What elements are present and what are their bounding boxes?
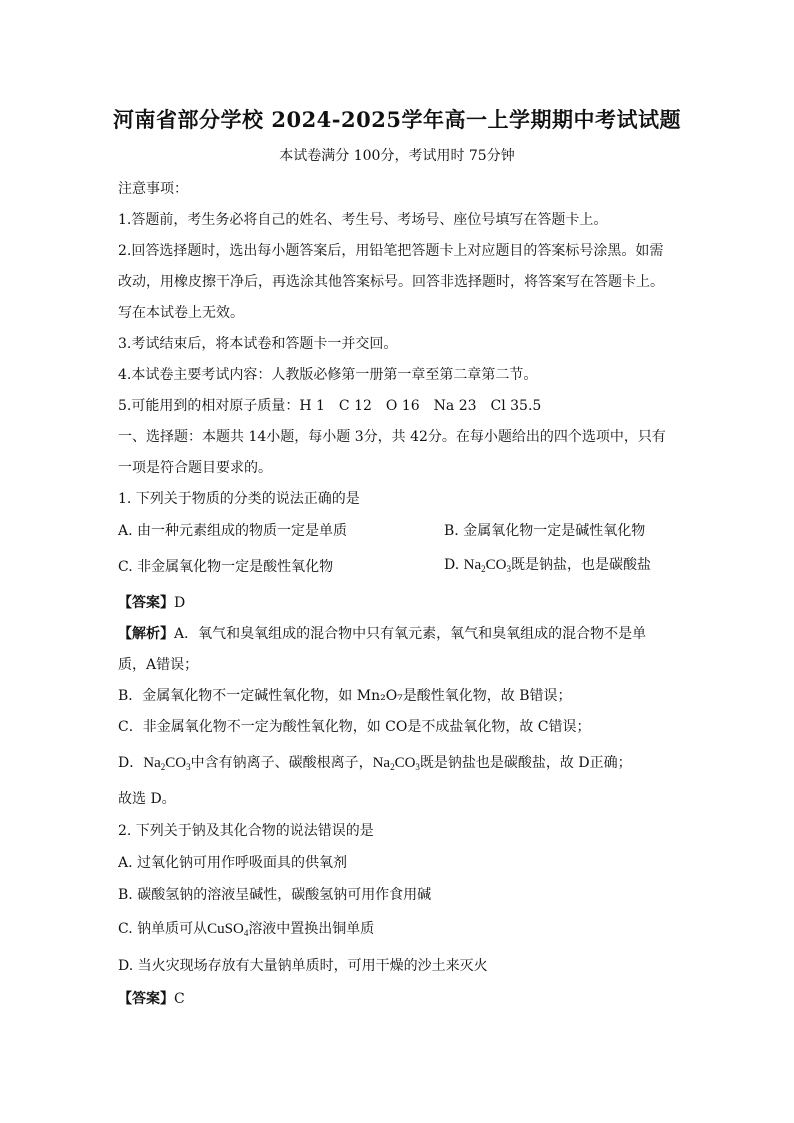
analysis-d-middle: 中含有钠离子、碳酸根离子，: [190, 755, 373, 771]
formula-subscript: 3: [415, 762, 420, 772]
formula-subscript: 3: [506, 564, 511, 574]
q1-option-d: [444, 554, 651, 574]
q2-option-d: D. 当火灾现场存放有大量钠单质时，可用干燥的沙土来灭火: [118, 958, 488, 974]
note-item-2-line-3: 写在本试卷上无效。: [118, 305, 244, 321]
q2-option-c-prefix: C. 钠单质可从: [118, 921, 208, 937]
q1-option-b: B. 金属氧化物一定是碱性氧化物: [444, 523, 646, 539]
formula-cuso4: [207, 921, 248, 937]
formula-subscript: 2: [160, 762, 166, 772]
q1-option-d-label: D.: [444, 557, 460, 573]
q2-option-a: A. 过氧化钠可用作呼吸面具的供氧剂: [118, 855, 348, 871]
answer-value: D: [174, 595, 186, 611]
analysis-d-end: 既是钠盐也是碳酸盐，故 D正确；: [419, 755, 632, 771]
q1-analysis-line-2: 质，A错误；: [118, 657, 199, 673]
q2-option-b: B. 碳酸氢钠的溶液呈碱性，碳酸氢钠可用作食用碱: [118, 887, 432, 903]
page-title: 河南省部分学校 2024-2025学年高一上学期期中考试试题: [113, 107, 681, 132]
formula-na2co3: [143, 755, 190, 771]
analysis-text: A．氧气和臭氧组成的混合物中只有氧元素，氧气和臭氧组成的混合物不是单: [174, 626, 647, 642]
note-item-3: 3.考试结束后，将本试卷和答题卡一并交回。: [118, 336, 398, 352]
answer-value: C: [174, 991, 185, 1007]
note-item-4: 4.本试卷主要考试内容：人教版必修第一册第一章至第二章第二节。: [118, 367, 538, 383]
q1-answer: [118, 592, 185, 612]
q1-analysis-d: [118, 752, 632, 772]
formula-subscript: 3: [186, 762, 191, 772]
q1-stem: 1. 下列关于物质的分类的说法正确的是: [118, 491, 360, 507]
note-item-1: 1.答题前，考生务必将自己的姓名、考生号、考场号、座位号填写在答题卡上。: [118, 212, 608, 228]
q1-conclusion: 故选 D。: [118, 791, 176, 807]
formula-part: Na: [463, 557, 482, 573]
formula-part: CO: [485, 557, 507, 573]
formula-subscript: 2: [390, 762, 395, 772]
q2-answer: [118, 988, 185, 1008]
note-item-2-line-2: 改动，用橡皮擦干净后，再选涂其他答案标号。回答非选择题时，将答案写在答题卡上。: [118, 274, 664, 290]
formula-part: Na: [372, 755, 391, 771]
note-item-5: 5.可能用到的相对原子质量：H 1 C 12 O 16 Na 23 Cl 35.5: [118, 398, 542, 414]
section-heading-line-2: 一项是符合题目要求的。: [118, 460, 272, 476]
section-heading-line-1: 一、选择题：本题共 14小题，每小题 3分，共 42分。在每小题给出的四个选项中，只有: [118, 429, 666, 445]
analysis-d-prefix: D．: [118, 755, 144, 771]
q1-analysis-b: B．金属氧化物不一定碱性氧化物，如 Mn₂O₇是酸性氧化物，故 B错误；: [118, 688, 572, 704]
formula-subscript: 2: [481, 564, 486, 574]
q2-option-c-suffix: 溶液中置换出铜单质: [248, 921, 375, 937]
formula-subscript: 4: [243, 928, 249, 938]
q1-option-a: A. 由一种元素组成的物质一定是单质: [118, 523, 348, 539]
formula-part: CO: [394, 755, 416, 771]
formula-part: CO: [165, 755, 187, 771]
formula-na2co3: [373, 755, 420, 771]
q1-analysis-line-1: [118, 623, 646, 643]
q1-option-c: C. 非金属氧化物一定是酸性氧化物: [118, 559, 334, 575]
answer-label: 【答案】: [118, 991, 174, 1007]
formula-part: CuSO: [207, 921, 244, 937]
q1-option-d-text: 既是钠盐，也是碳酸盐: [510, 557, 651, 573]
notes-heading: 注意事项：: [118, 181, 188, 197]
page-subtitle: 本试卷满分 100分，考试用时 75分钟: [279, 148, 515, 164]
q2-stem: 2. 下列关于钠及其化合物的说法错误的是: [118, 823, 374, 839]
analysis-label: 【解析】: [118, 626, 174, 642]
formula-part: Na: [143, 755, 161, 771]
q1-option-d-formula: [464, 557, 511, 573]
note-item-2-line-1: 2.回答选择题时，选出每小题答案后，用铅笔把答题卡上对应题目的答案标号涂黑。如需: [118, 243, 664, 259]
q2-option-c: [118, 918, 374, 938]
q1-analysis-c: C．非金属氧化物不一定为酸性氧化物，如 CO是不成盐氧化物，故 C错误；: [118, 719, 591, 735]
answer-label: 【答案】: [118, 595, 174, 611]
